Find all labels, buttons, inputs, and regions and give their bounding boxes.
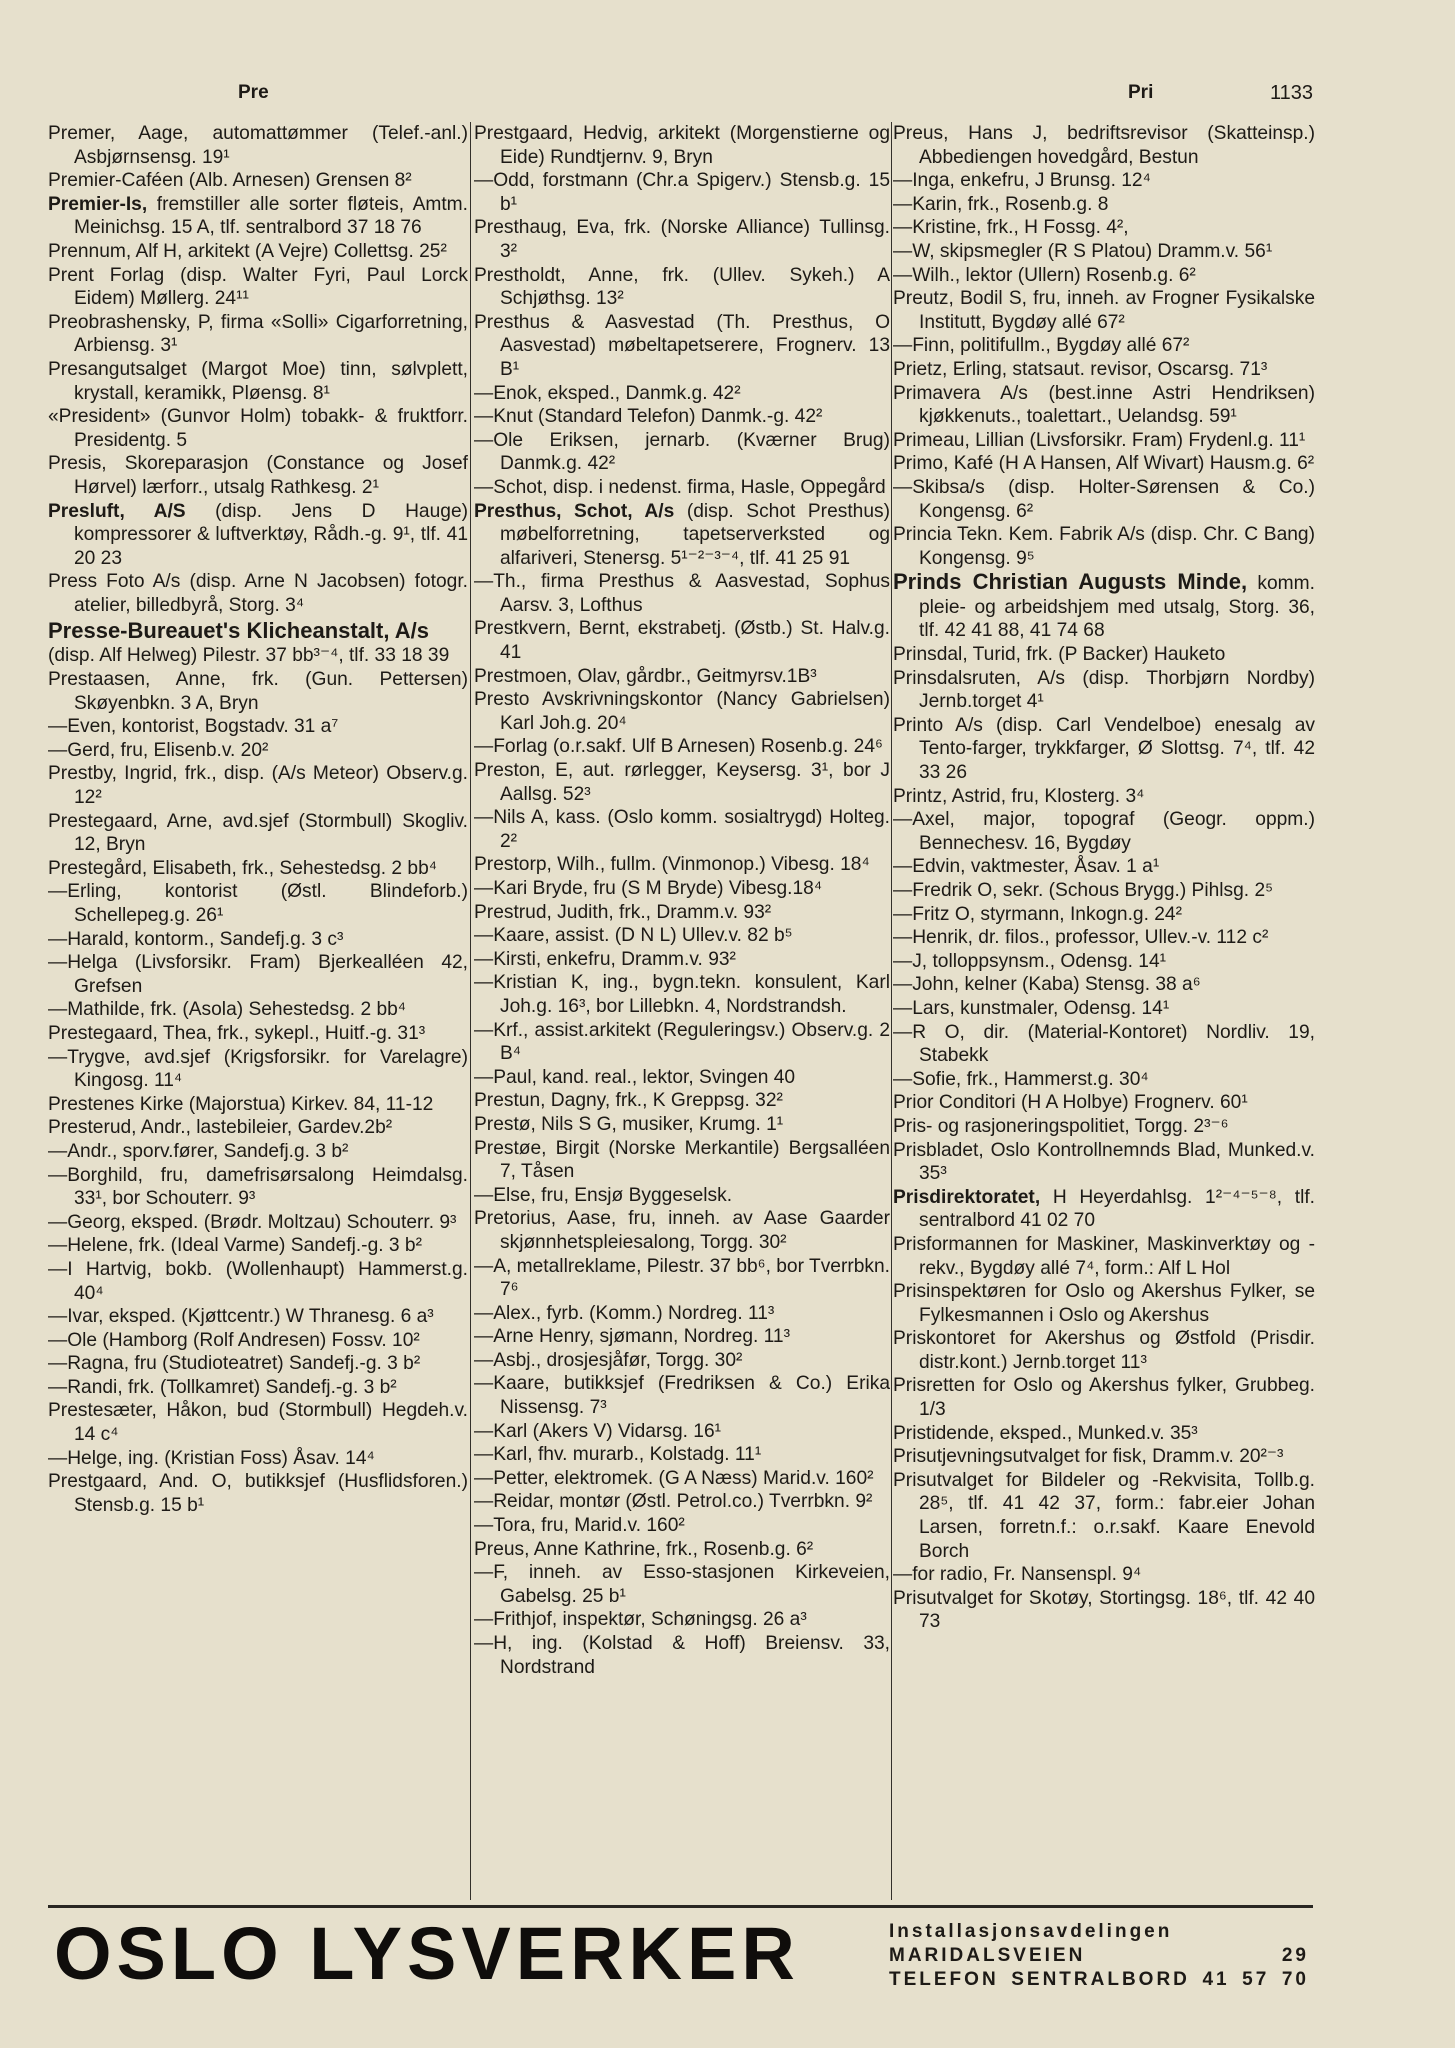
directory-entry: Prestesæter, Håkon, bud (Stormbull) Hegdeh.v. 14 c⁴ xyxy=(48,1400,468,1446)
directory-entry: —Karin, frk., Rosenb.g. 8 xyxy=(893,193,1109,215)
directory-entry: Prestaasen, Anne, frk. (Gun. Pettersen) Skøyenbkn. 3 A, Bryn xyxy=(48,669,468,714)
directory-entry: —Henrik, dr. filos., professor, Ullev.-v. 112 c² xyxy=(893,927,1269,949)
directory-entry: —Edvin, vaktmester, Åsav. 1 a¹ xyxy=(893,856,1160,878)
directory-entry: Premier-Caféen (Alb. Arnesen) Grensen 8² xyxy=(48,170,412,192)
directory-entry: Presthus, Schot, A/s (disp. Schot Presthus) møbelforretning, tapetserverksted og alfariveri, Stenersg. 5¹⁻²⁻³⁻⁴, tlf. 41 25 91 xyxy=(474,500,890,569)
directory-entry: Prinsdalsruten, A/s (disp. Thorbjørn Nordby) Jernb.torget 4¹ xyxy=(893,667,1315,713)
directory-entry: —Th., firma Presthus & Aasvestad, Sophus Aarsv. 3, Lofthus xyxy=(474,571,890,616)
page-number: 1133 xyxy=(1269,82,1313,104)
directory-entry: Presthus & Aasvestad (Th. Presthus, O Aasvestad) møbeltapetserere, Frognerv. 13 B¹ xyxy=(474,311,890,380)
footer-divider xyxy=(48,1905,1313,1908)
directory-entry: —H, ing. (Kolstad & Hoff) Breiensv. 33, Nordstrand xyxy=(474,1633,890,1678)
advertiser-contact xyxy=(889,1920,1309,1992)
directory-entry: Prietz, Erling, statsaut. revisor, Oscarsg. 71³ xyxy=(893,358,1268,380)
directory-entry: —Sofie, frk., Hammerst.g. 30⁴ xyxy=(893,1068,1149,1090)
directory-entry: Prestegaard, Thea, frk., sykepl., Huitf.-g. 31³ xyxy=(48,1022,426,1044)
directory-entry: —Alex., fyrb. (Komm.) Nordreg. 11³ xyxy=(474,1302,775,1324)
directory-entry: —Kaare, butikksjef (Fredriksen & Co.) Erika Nissensg. 7³ xyxy=(474,1373,890,1419)
directory-entry: Prinds Christian Augusts Minde, komm. pleie- og arbeidshjem med utsalg, Storg. 36, tlf. 42 41 88, 41 74 68 xyxy=(893,569,1315,642)
directory-entry: —Else, fru, Ensjø Byggeselsk. xyxy=(474,1184,733,1206)
directory-entry: —Erling, kontorist (Østl. Blindeforb.) Schellepeg.g. 26¹ xyxy=(48,881,468,926)
directory-entry: —Nils A, kass. (Oslo komm. sosialtrygd) Holteg. 2² xyxy=(474,807,890,852)
directory-entry: Prisutvalget for Skotøy, Stortingsg. 18⁶, tlf. 42 40 73 xyxy=(893,1587,1315,1633)
directory-entry: —Forlag (o.r.sakf. Ulf B Arnesen) Rosenb.g. 24⁶ xyxy=(474,736,883,758)
directory-entry: Preobrashensky, P, firma «Solli» Cigarforretning, Arbiensg. 3¹ xyxy=(48,311,468,357)
directory-entry: —Kari Bryde, fru (S M Bryde) Vibesg.18⁴ xyxy=(474,878,823,899)
directory-entry: —W, skipsmegler (R S Platou) Dramm.v. 56¹ xyxy=(893,240,1273,262)
column-divider xyxy=(470,122,471,1900)
directory-entry: Presis, Skoreparasjon (Constance og Josef Hørvel) lærforr., utsalg Rathkesg. 2¹ xyxy=(48,453,468,498)
directory-entry: Preutz, Bodil S, fru, inneh. av Frogner Fysikalske Institutt, Bygdøy allé 67² xyxy=(893,288,1315,333)
directory-entry: Preston, E, aut. rørlegger, Keysersg. 3¹, bor J Aallsg. 52³ xyxy=(474,760,890,805)
directory-entry: Presto Avskrivningskontor (Nancy Gabrielsen) Karl Joh.g. 20⁴ xyxy=(474,689,890,734)
directory-entry: Prestø, Nils S G, musiker, Krumg. 1¹ xyxy=(474,1113,784,1135)
directory-entry: —Axel, major, topograf (Geogr. oppm.) Bennechesv. 16, Bygdøy xyxy=(893,809,1315,854)
directory-entry: —Ivar, eksped. (Kjøttcentr.) W Thranesg. 6 a³ xyxy=(48,1306,434,1328)
directory-entry: —Gerd, fru, Elisenb.v. 20² xyxy=(48,739,269,761)
directory-entry: Prestby, Ingrid, frk., disp. (A/s Meteor) Observ.g. 12² xyxy=(48,763,468,809)
directory-entry: —Helene, frk. (Ideal Varme) Sandefj.-g. 3 b² xyxy=(48,1235,422,1257)
column-3 xyxy=(893,122,1315,1900)
directory-entry: —Helga (Livsforsikr. Fram) Bjerkealléen 42, Grefsen xyxy=(48,952,468,997)
directory-entry: Primavera A/s (best.inne Astri Hendriksen) kjøkkenuts., toalettart., Uelandsg. 59¹ xyxy=(893,382,1315,428)
directory-entry: —Georg, eksped. (Brødr. Moltzau) Schouterr. 9³ xyxy=(48,1211,457,1233)
directory-entry: Prestholdt, Anne, frk. (Ullev. Sykeh.) A Schjøthsg. 13² xyxy=(474,264,890,310)
directory-entry: —J, tolloppsynsm., Odensg. 14¹ xyxy=(893,950,1167,972)
directory-entry: —Ole Eriksen, jernarb. (Kværner Brug) Danmk.g. 42² xyxy=(474,429,890,475)
directory-entry: Preus, Anne Kathrine, frk., Rosenb.g. 6² xyxy=(474,1538,814,1560)
directory-entry: —Ole (Hamborg (Rolf Andresen) Fossv. 10² xyxy=(48,1329,420,1351)
directory-entry: Prennum, Alf H, arkitekt (A Vejre) Collettsg. 25² xyxy=(48,240,447,262)
directory-entry: (disp. Alf Helweg) Pilestr. 37 bb³⁻⁴, tlf. 33 18 39 xyxy=(48,645,450,667)
advertiser-address: MARIDALSVEIEN 29 xyxy=(889,1945,1309,1966)
directory-entry: Prisutjevningsutvalget for fisk, Dramm.v. 20²⁻³ xyxy=(893,1446,1284,1468)
directory-entry: Presse-Bureauet's Klicheanstalt, A/s xyxy=(48,618,430,644)
directory-entry: Prestegård, Elisabeth, frk., Sehestedsg. 2 bb⁴ xyxy=(48,857,438,879)
directory-entry: Preus, Hans J, bedriftsrevisor (Skatteinsp.) Abbediengen hovedgård, Bestun xyxy=(893,123,1315,168)
directory-entry: Prisformannen for Maskiner, Maskinverktøy og -rekv., Bygdøy allé 7⁴, form.: Alf L Hol xyxy=(893,1233,1315,1279)
directory-entry: —I Hartvig, bokb. (Wollenhaupt) Hammerst.g. 40⁴ xyxy=(48,1258,468,1304)
directory-entry: —Kirsti, enkefru, Dramm.v. 93² xyxy=(474,948,736,970)
directory-entry: —F, inneh. av Esso-stasjonen Kirkeveien, Gabelsg. 25 b¹ xyxy=(474,1562,890,1607)
directory-entry: —Odd, forstmann (Chr.a Spigerv.) Stensb.g. 15 b¹ xyxy=(474,170,890,215)
directory-entry: Printz, Astrid, fru, Klosterg. 3⁴ xyxy=(893,785,1145,807)
directory-entry: —Mathilde, frk. (Asola) Sehestedsg. 2 bb⁴ xyxy=(48,999,407,1021)
directory-entry: —Krf., assist.arkitekt (Reguleringsv.) Observ.g. 2 B⁴ xyxy=(474,1019,890,1065)
advertiser-department: Installasjonsavdelingen xyxy=(889,1921,1173,1942)
directory-entry: Presterud, Andr., lastebileier, Gardev.2b² xyxy=(48,1117,393,1139)
directory-entry: Prestkvern, Bernt, ekstrabetj. (Østb.) St. Halv.g. 41 xyxy=(474,618,890,664)
directory-entry: —Enok, eksped., Danmk.g. 42² xyxy=(474,382,741,404)
directory-entry: —Inga, enkefru, J Brunsg. 12⁴ xyxy=(893,170,1151,192)
directory-entry: —Lars, kunstmaler, Odensg. 14¹ xyxy=(893,997,1170,1019)
directory-entry: —Finn, politifullm., Bygdøy allé 67² xyxy=(893,335,1190,357)
directory-entry: —Tora, fru, Marid.v. 160² xyxy=(474,1515,685,1537)
directory-entry: Prestmoen, Olav, gårdbr., Geitmyrsv.1B³ xyxy=(474,665,817,687)
directory-entry: —Andr., sporv.fører, Sandefj.g. 3 b² xyxy=(48,1140,349,1162)
directory-entry: —Skibsa/s (disp. Holter-Sørensen & Co.) Kongensg. 6² xyxy=(893,476,1315,522)
header-right-keyword: Pri xyxy=(1128,82,1154,103)
directory-entry: Presthaug, Eva, frk. (Norske Alliance) Tullinsg. 3² xyxy=(474,217,890,262)
directory-entry: Prisdirektoratet, H Heyerdahlsg. 1²⁻⁴⁻⁵⁻⁸, tlf. sentralbord 41 02 70 xyxy=(893,1186,1315,1232)
directory-entry: Prior Conditori (H A Holbye) Frognerv. 60¹ xyxy=(893,1092,1248,1114)
advertiser-phone: TELEFON SENTRALBORD 41 57 70 xyxy=(889,1969,1309,1990)
directory-entry: —Asbj., drosjesjåfør, Torgg. 30² xyxy=(474,1349,743,1371)
directory-entry: —Arne Henry, sjømann, Nordreg. 11³ xyxy=(474,1326,790,1348)
directory-entry: —Randi, frk. (Tollkamret) Sandefj.-g. 3 b² xyxy=(48,1376,397,1398)
directory-entry: —Schot, disp. i nedenst. firma, Hasle, Oppegård xyxy=(474,476,886,498)
directory-entry: —Frithjof, inspektør, Schøningsg. 26 a³ xyxy=(474,1609,807,1631)
directory-entry: Princia Tekn. Kem. Fabrik A/s (disp. Chr. C Bang) Kongensg. 9⁵ xyxy=(893,524,1315,569)
directory-entry: Primeau, Lillian (Livsforsikr. Fram) Frydenl.g. 11¹ xyxy=(893,429,1306,451)
directory-entry: Prestrud, Judith, frk., Dramm.v. 93² xyxy=(474,901,772,923)
directory-entry: Prestegaard, Arne, avd.sjef (Stormbull) Skogliv. 12, Bryn xyxy=(48,810,468,856)
directory-entry: Pristidende, eksped., Munked.v. 35³ xyxy=(893,1422,1198,1444)
directory-entry: —Kaare, assist. (D N L) Ullev.v. 82 b⁵ xyxy=(474,925,793,947)
directory-entry: —Harald, kontorm., Sandefj.g. 3 c³ xyxy=(48,928,344,950)
directory-entry: Prisinspektøren for Oslo og Akershus Fylker, se Fylkesmannen i Oslo og Akershus xyxy=(893,1281,1315,1326)
directory-entry: —Paul, kand. real., lektor, Svingen 40 xyxy=(474,1066,796,1088)
directory-entry: Premier-Is, fremstiller alle sorter fløteis, Amtm. Meinichsg. 15 A, tlf. sentralbord 37 18 76 xyxy=(48,193,468,239)
directory-entry: Printo A/s (disp. Carl Vendelboe) enesalg av Tento-farger, trykkfarger, Ø Slottsg. 7⁴, tlf. 42 33 26 xyxy=(893,714,1315,784)
directory-entry: —Reidar, montør (Østl. Petrol.co.) Tverrbkn. 9² xyxy=(474,1491,873,1513)
directory-entry: —Helge, ing. (Kristian Foss) Åsav. 14⁴ xyxy=(48,1447,375,1469)
directory-entry: Prestgaard, Hedvig, arkitekt (Morgenstierne og Eide) Rundtjernv. 9, Bryn xyxy=(474,123,890,168)
directory-entry: Prisbladet, Oslo Kontrollnemnds Blad, Munked.v. 35³ xyxy=(893,1139,1315,1185)
directory-entry: Prisutvalget for Bildeler og -Rekvisita, Tollb.g. 28⁵, tlf. 41 42 37, form.: fabr.eier Johan Larsen, forretn.f.: o.r.sakf. Kaare Enevold Borch xyxy=(893,1469,1315,1562)
directory-entry: —Fredrik O, sekr. (Schous Brygg.) Pihlsg. 2⁵ xyxy=(893,880,1274,901)
directory-entry: Prinsdal, Turid, frk. (P Backer) Hauketo xyxy=(893,644,1226,666)
directory-entry: Prestgaard, And. O, butikksjef (Husflidsforen.) Stensb.g. 15 b¹ xyxy=(48,1471,468,1516)
directory-entry: Press Foto A/s (disp. Arne N Jacobsen) fotogr. atelier, billedbyrå, Storg. 3⁴ xyxy=(48,571,468,616)
column-1 xyxy=(48,122,468,1900)
directory-entry: —Kristine, frk., H Fossg. 4², xyxy=(893,217,1129,239)
page-header xyxy=(48,78,1313,112)
directory-entry: —A, metallreklame, Pilestr. 37 bb⁶, bor Tverrbkn. 7⁶ xyxy=(474,1255,890,1301)
directory-entry: Prestorp, Wilh., fullm. (Vinmonop.) Vibesg. 18⁴ xyxy=(474,854,870,876)
directory-entry: Prent Forlag (disp. Walter Fyri, Paul Lorck Eidem) Møllerg. 24¹¹ xyxy=(48,264,468,310)
directory-entry: —Wilh., lektor (Ullern) Rosenb.g. 6² xyxy=(893,264,1196,286)
advertisement-footer xyxy=(48,1912,1313,2007)
directory-entry: Presangutsalget (Margot Moe) tinn, sølvplett, krystall, keramikk, Pløensg. 8¹ xyxy=(48,358,468,404)
directory-entry: —Ragna, fru (Studioteatret) Sandefj.-g. 3 b² xyxy=(48,1353,421,1375)
directory-entry: Prestun, Dagny, frk., K Greppsg. 32² xyxy=(474,1090,783,1112)
column-divider xyxy=(891,122,892,1900)
directory-entry: —R O, dir. (Material-Kontoret) Nordliv. 19, Stabekk xyxy=(893,1021,1315,1067)
directory-entry: —Kristian K, ing., bygn.tekn. konsulent, Karl Joh.g. 16³, bor Lillebkn. 4, Nordstrandsh. xyxy=(474,972,890,1017)
directory-entry: Pris- og rasjoneringspolitiet, Torgg. 2³⁻⁶ xyxy=(893,1115,1229,1137)
directory-entry: —John, kelner (Kaba) Stensg. 38 a⁶ xyxy=(893,974,1201,996)
directory-entry: Primo, Kafé (H A Hansen, Alf Wivart) Hausm.g. 6² xyxy=(893,453,1315,475)
directory-entry: —Petter, elektromek. (G A Næss) Marid.v. 160² xyxy=(474,1467,874,1489)
directory-entry: —Trygve, avd.sjef (Krigsforsikr. for Varelagre) Kingosg. 11⁴ xyxy=(48,1046,468,1092)
directory-entry: —for radio, Fr. Nansenspl. 9⁴ xyxy=(893,1564,1142,1586)
directory-entry: «President» (Gunvor Holm) tobakk- & fruktforr. Presidentg. 5 xyxy=(48,406,468,451)
directory-entry: Premer, Aage, automattømmer (Telef.-anl.) Asbjørnsensg. 19¹ xyxy=(48,123,468,168)
directory-entry: Pretorius, Aase, fru, inneh. av Aase Gaarder skjønnhetspleiesalong, Torgg. 30² xyxy=(474,1208,890,1253)
directory-entry: Priskontoret for Akershus og Østfold (Prisdir. distr.kont.) Jernb.torget 11³ xyxy=(893,1328,1315,1373)
column-2 xyxy=(474,122,890,1900)
directory-entry: —Fritz O, styrmann, Inkogn.g. 24² xyxy=(893,903,1182,925)
directory-entry: Prestøe, Birgit (Norske Merkantile) Bergsalléen 7, Tåsen xyxy=(474,1137,890,1183)
directory-entry: —Karl (Akers V) Vidarsg. 16¹ xyxy=(474,1420,722,1442)
directory-entry: Prisretten for Oslo og Akershus fylker, Grubbeg. 1/3 xyxy=(893,1375,1315,1421)
directory-entry: —Karl, fhv. murarb., Kolstadg. 11¹ xyxy=(474,1444,762,1466)
directory-entry: —Knut (Standard Telefon) Danmk.-g. 42² xyxy=(474,406,823,428)
advertiser-logo: OSLO LYSVERKER xyxy=(54,1912,800,1995)
header-left-keyword: Pre xyxy=(238,82,269,103)
directory-entry: —Even, kontorist, Bogstadv. 31 a⁷ xyxy=(48,716,339,738)
directory-entry: Presluft, A/S (disp. Jens D Hauge) kompressorer & luftverktøy, Rådh.-g. 9¹, tlf. 41 20 23 xyxy=(48,500,468,569)
directory-entry: —Borghild, fru, damefrisørsalong Heimdalsg. 33¹, bor Schouterr. 9³ xyxy=(48,1164,468,1210)
directory-entry: Prestenes Kirke (Majorstua) Kirkev. 84, 11-12 xyxy=(48,1093,434,1115)
